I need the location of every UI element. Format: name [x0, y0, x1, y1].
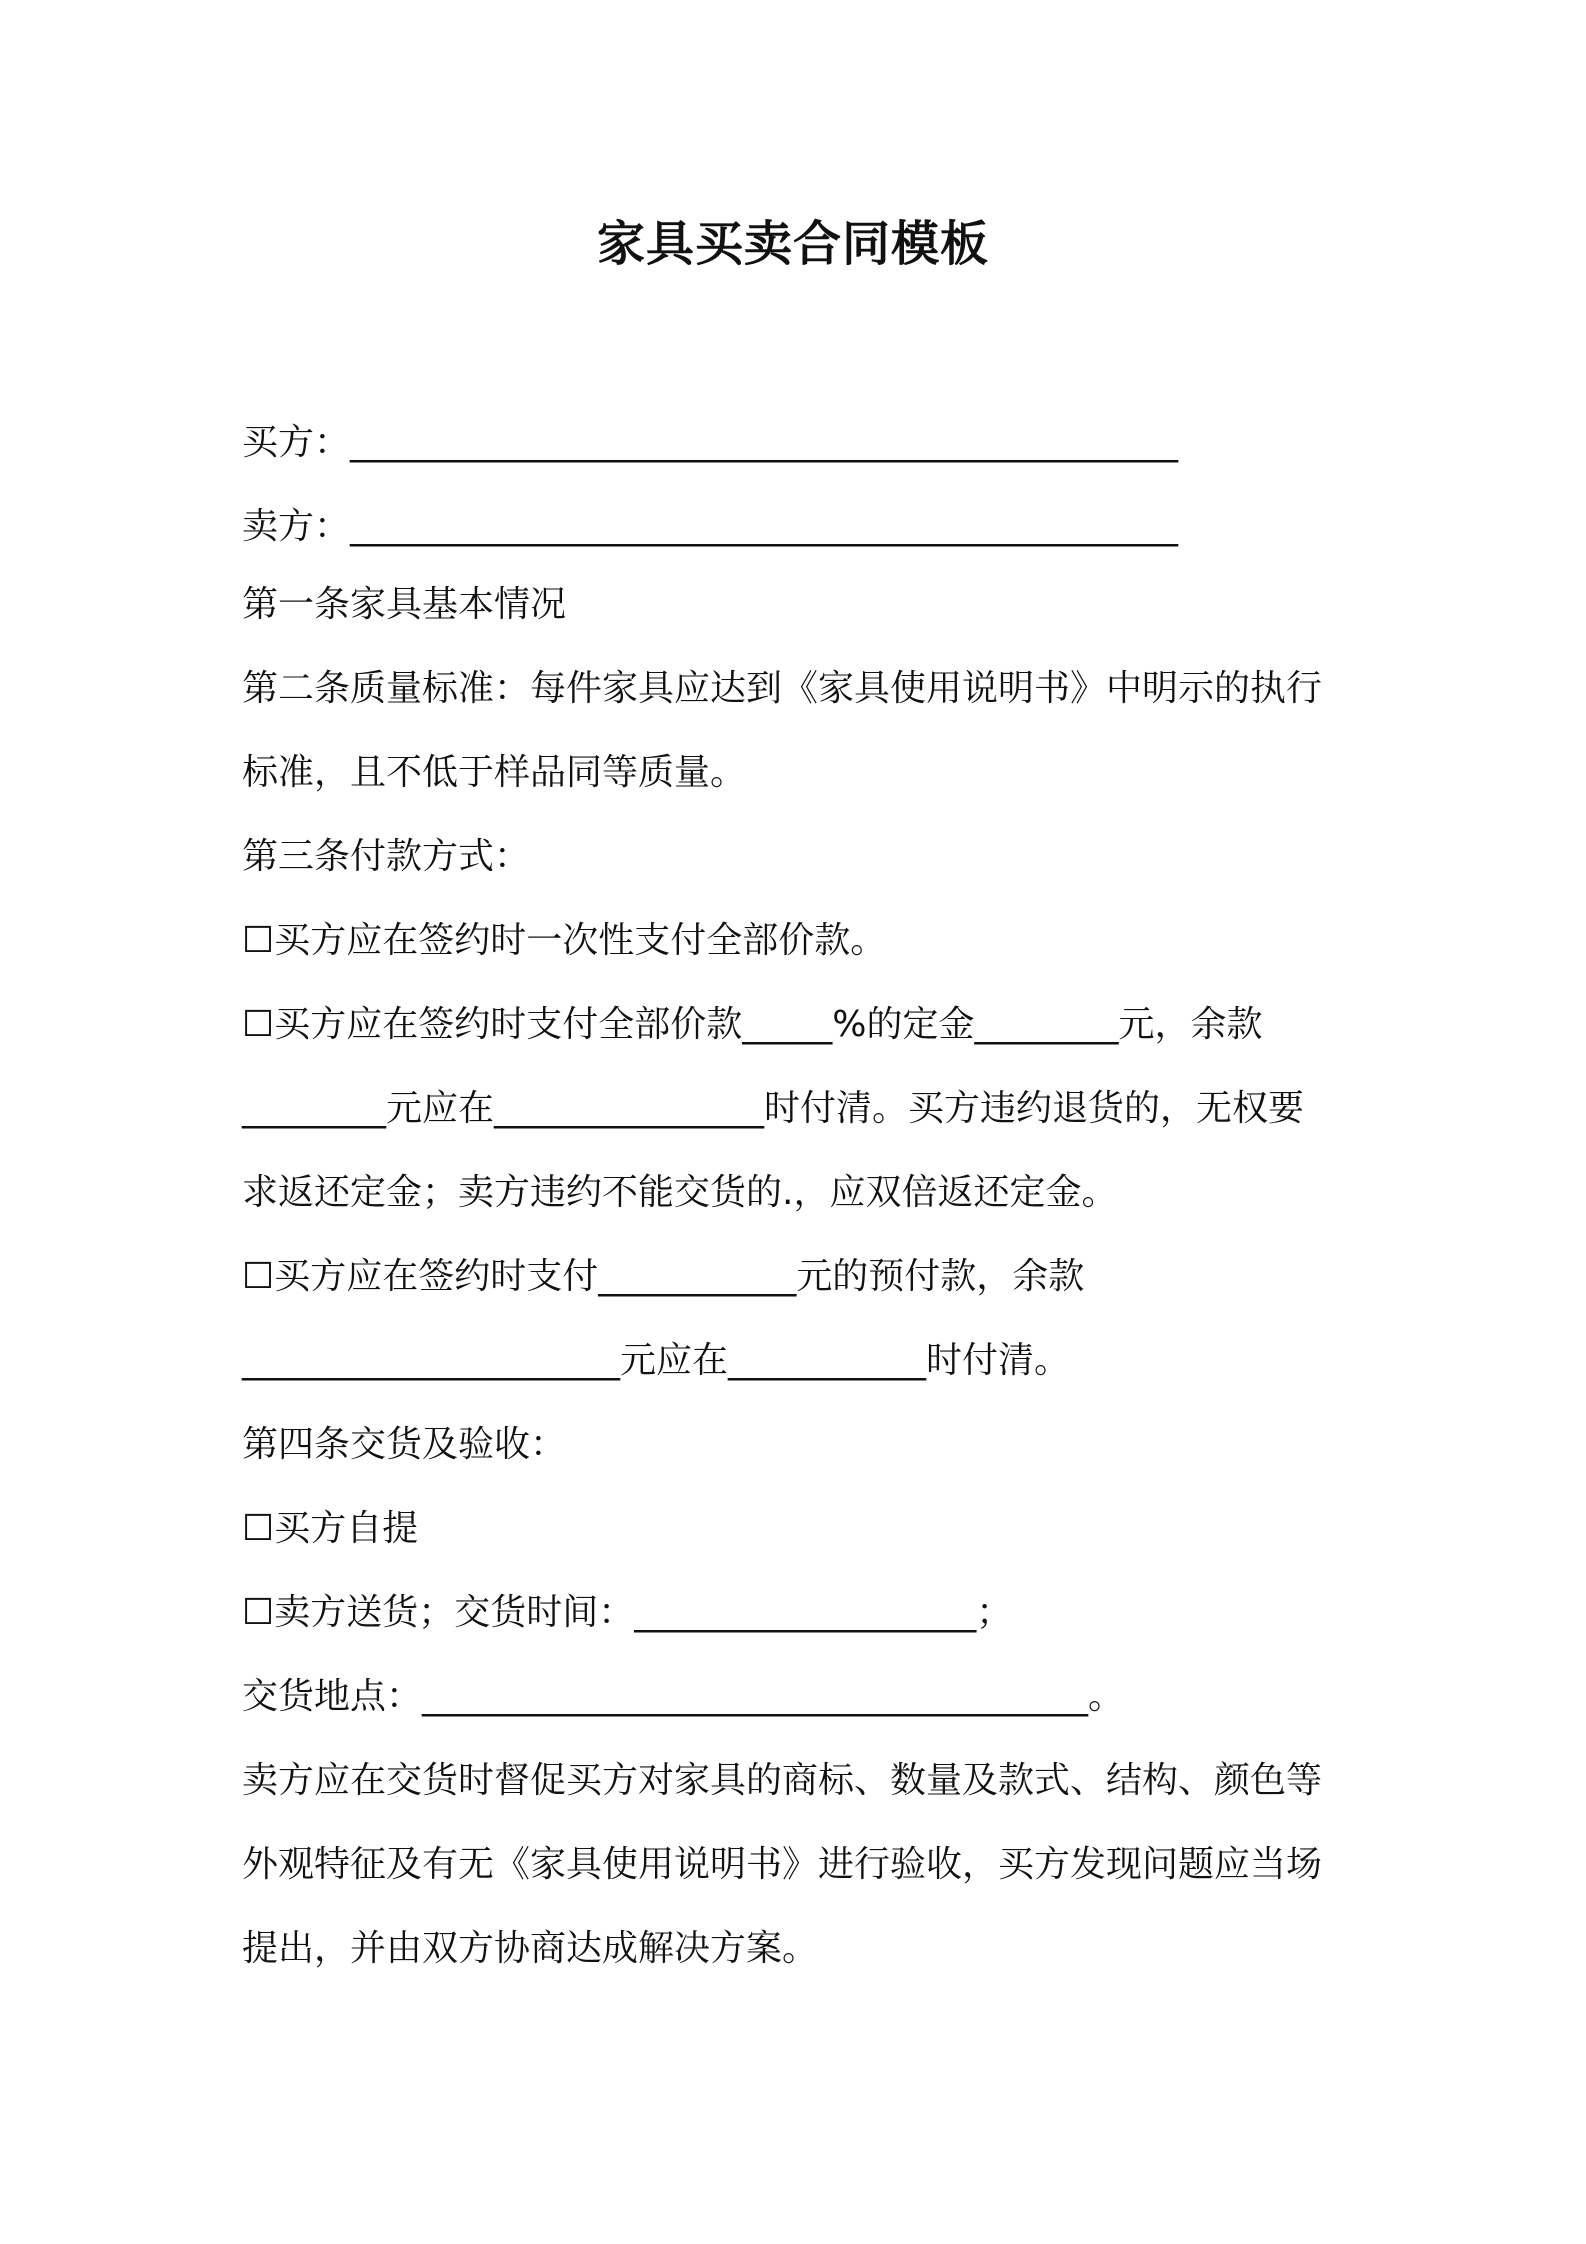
payment-option-1: ☐买方应在签约时一次性支付全部价款。	[242, 920, 887, 961]
article-2-line-2: 标准，且不低于样品同等质量。	[242, 752, 747, 793]
delivery-option-shipping: ☐卖方送货；交货时间：___________________；	[242, 1592, 1013, 1633]
document-title: 家具买卖合同模板	[596, 216, 989, 272]
delivery-location: 交货地点：_____________________________________。	[242, 1676, 1125, 1717]
delivery-option-pickup: ☐买方自提	[242, 1508, 419, 1549]
payment-option-2-line-3: 求返还定金；卖方违约不能交货的.，应双倍返还定金。	[242, 1172, 1118, 1213]
payment-option-3-line-1: ☐买方应在签约时支付___________元的预付款，余款	[242, 1256, 1085, 1297]
inspection-line-3: 提出，并由双方协商达成解决方案。	[242, 1928, 819, 1969]
article-2-line-1: 第二条质量标准：每件家具应达到《家具使用说明书》中明示的执行	[242, 668, 1323, 709]
article-4-heading: 第四条交货及验收：	[242, 1424, 567, 1465]
inspection-line-1: 卖方应在交货时督促买方对家具的商标、数量及款式、结构、颜色等	[242, 1760, 1323, 1801]
buyer-line: 买方：______________________________________________	[242, 422, 1179, 463]
inspection-line-2: 外观特征及有无《家具使用说明书》进行验收，买方发现问题应当场	[242, 1844, 1323, 1885]
payment-option-3-line-2: _____________________元应在___________时付清。	[242, 1340, 1071, 1381]
seller-line: 卖方：______________________________________________	[242, 506, 1179, 547]
payment-option-2-line-1: ☐买方应在签约时支付全部价款_____%的定金________元，余款	[242, 1004, 1263, 1045]
article-1-heading: 第一条家具基本情况	[242, 584, 567, 625]
payment-option-2-line-2: ________元应在_______________时付清。买方违约退货的，无权要	[242, 1088, 1305, 1129]
article-3-heading: 第三条付款方式：	[242, 836, 531, 877]
